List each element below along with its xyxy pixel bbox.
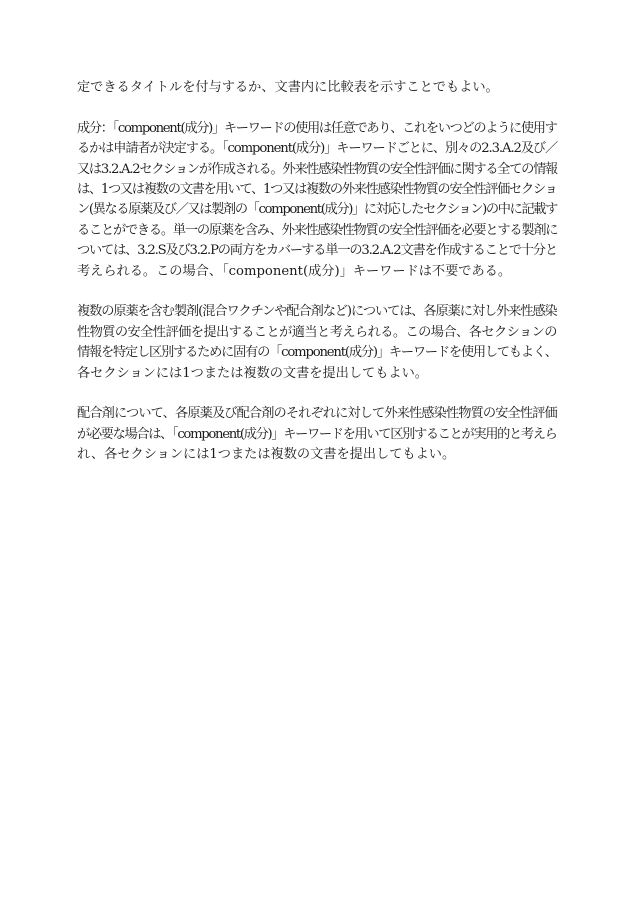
- text-line: 配合剤について、各原薬及び配合剤のそれぞれに対して外来性感染性物質の安全性評価: [77, 406, 557, 422]
- text-line: 各セクションには1つまたは複数の文書を提出してもよい。: [77, 365, 428, 381]
- text-line: 性物質の安全性評価を提出することが適当と考えられる。この場合、各セクションの: [77, 324, 557, 340]
- text-line: るかは申請者が決定する。「component(成分)」キーワードごとに、別々の2.3.A.2及び／: [77, 141, 558, 157]
- paragraph: [77, 119, 557, 282]
- document-page: [77, 78, 557, 486]
- text-line: 定できるタイトルを付与するか、文書内に比較表を示すことでもよい。: [77, 80, 499, 95]
- text-line: が必要な場合は、「component(成分)」キーワードを用いて区別することが実用的と考えら: [77, 426, 557, 442]
- text-line: ついては、3.2.S及び3.2.Pの両方をカバーする単一の3.2.A.2文書を作成することで十分と: [77, 243, 557, 259]
- text-line: ることができる。単一の原薬を含み、外来性感染性物質の安全性評価を必要とする製剤に: [77, 222, 558, 238]
- paragraph: [77, 302, 557, 384]
- text-line: 考えられる。この場合、「component(成分)」キーワードは不要である。: [77, 263, 512, 279]
- text-line: は、1つ又は複数の文書を用いて、1つ又は複数の外来性感染性物質の安全性評価セクショ: [77, 182, 557, 198]
- paragraph: [77, 404, 557, 465]
- text-line: 複数の原薬を含む製剤(混合ワクチンや配合剤など)については、各原薬に対し外来性感染: [77, 304, 557, 320]
- text-line: 成分：「component(成分)」キーワードの使用は任意であり、これをいつどのように使用す: [77, 120, 557, 136]
- text-line: 情報を特定し区別するために固有の「component(成分)」キーワードを使用してもよく、: [77, 345, 557, 361]
- text-line: 又は3.2.A.2セクションが作成される。外来性感染性物質の安全性評価に関する全ての情報: [77, 161, 557, 177]
- text-line: ン(異なる原薬及び／又は製剤の「component(成分)」に対応したセクション)の中に記載す: [77, 202, 557, 218]
- paragraph: [77, 78, 557, 98]
- text-line: れ、各セクションには1つまたは複数の文書を提出してもよい。: [77, 447, 456, 463]
